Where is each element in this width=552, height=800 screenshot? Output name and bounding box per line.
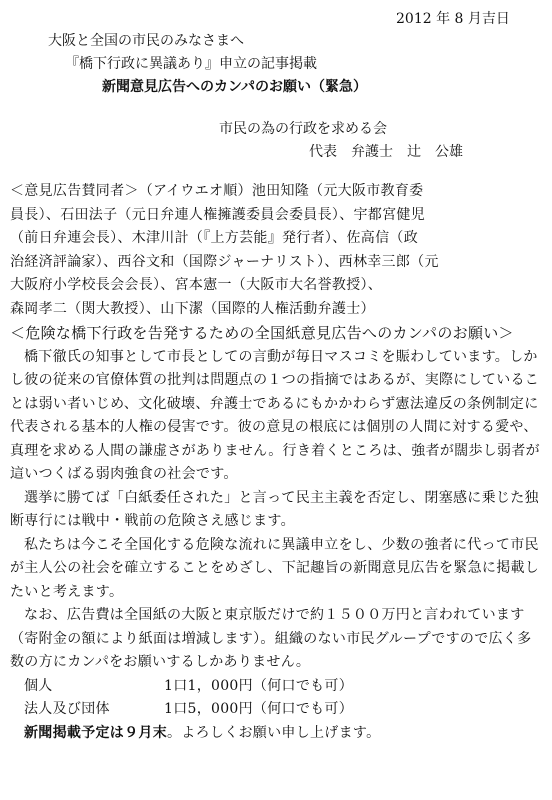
representative: 代表 弁護士 辻 公雄 (309, 144, 463, 160)
date: 2012 年 8 月吉日 (396, 11, 510, 27)
supporters-line: 森岡孝二（関大教授）、山下潔（国際的人権活動弁護士） (10, 300, 375, 317)
supporters-line: ＜意見広告賛同者＞（アイウエオ順）池田知隆（元大阪市教育委 (10, 183, 424, 199)
donation-label: 個人 (24, 677, 53, 694)
supporters-line: 治経済評論家）、西谷文和（国際ジャーナリスト）、西林幸三郎（元 (10, 253, 439, 270)
publication-schedule: 新聞掲載予定は９月末 (24, 724, 167, 741)
address-line-1: 大阪と全国の市民のみなさまへ (48, 33, 244, 49)
supporters-line: 大阪府小学校長会会長）、宮本憲一（大阪市大名誉教授）、 (10, 277, 383, 293)
appeal-paragraph: 橋下徹氏の知事として市長としての言動が毎日マスコミを賑わしています。しかし彼の従来の官僚体質の批判は問題点の１つの指摘ではあるが、実際にしていることは弱い者いじめ、文化破壊、弁護士であるにもかかわらず憲法違反の条例制定に代表される基本的人権の侵害です。彼の意見の根底には個別の人間に対する愛や、真理を求める人間の謙虚さがありません。行き着くところは、強者が闊歩し弱者が這いつくばる弱肉強食の社会です。 (10, 348, 540, 482)
organization-name: 市民の為の行政を求める会 (219, 121, 387, 137)
appeal-paragraph: 私たちは今こそ全国化する危険な流れに異議申立をし、少数の強者に代って市民が主人公の社会を確立することをめざし、下記趣旨の新聞意見広告を緊急に掲載したいと考えます。 (10, 536, 540, 600)
donation-amount: 1口5，000円（何口でも可） (164, 701, 354, 717)
donation-row-organization (10, 698, 544, 722)
donation-label: 法人及び団体 (24, 701, 110, 717)
donation-amount: 1口1，000円（何口でも可） (164, 677, 354, 694)
supporters-block (10, 180, 544, 321)
supporters-line: 員長）、石田法子（元日弁連人権擁護委員会委員長）、宇都宮健児 (10, 206, 425, 223)
appeal-paragraph: 選挙に勝てば「白紙委任された」と言って民主主義を否定し、閉塞感に乗じた独断専行には戦中・戦前の危険さえ感じます。 (10, 489, 539, 529)
donation-row-individual (10, 675, 544, 699)
appeal-heading: ＜危険な橋下行政を告発するための全国紙意見広告へのカンパのお願い＞ (10, 324, 514, 342)
address-line-2: 『橋下行政に異議あり』申立の記事掲載 (65, 56, 317, 72)
document-title: 新聞意見広告へのカンパのお願い（緊急） (102, 79, 368, 95)
supporters-line: （前日弁連会長）、木津川計（『上方芸能』発行者）、佐高信（政 (10, 230, 418, 246)
appeal-paragraph: なお、広告費は全国紙の大阪と東京版だけで約１５００万円と言われています（寄附金の額により紙面は増減します）。組織のない市民グループですので広く多数の方にカンパをお願いするしかありません。 (10, 607, 532, 670)
appeal-block (10, 322, 544, 745)
closing-line (10, 722, 544, 746)
closing-greeting: 。よろしくお願い申し上げます。 (167, 724, 381, 741)
